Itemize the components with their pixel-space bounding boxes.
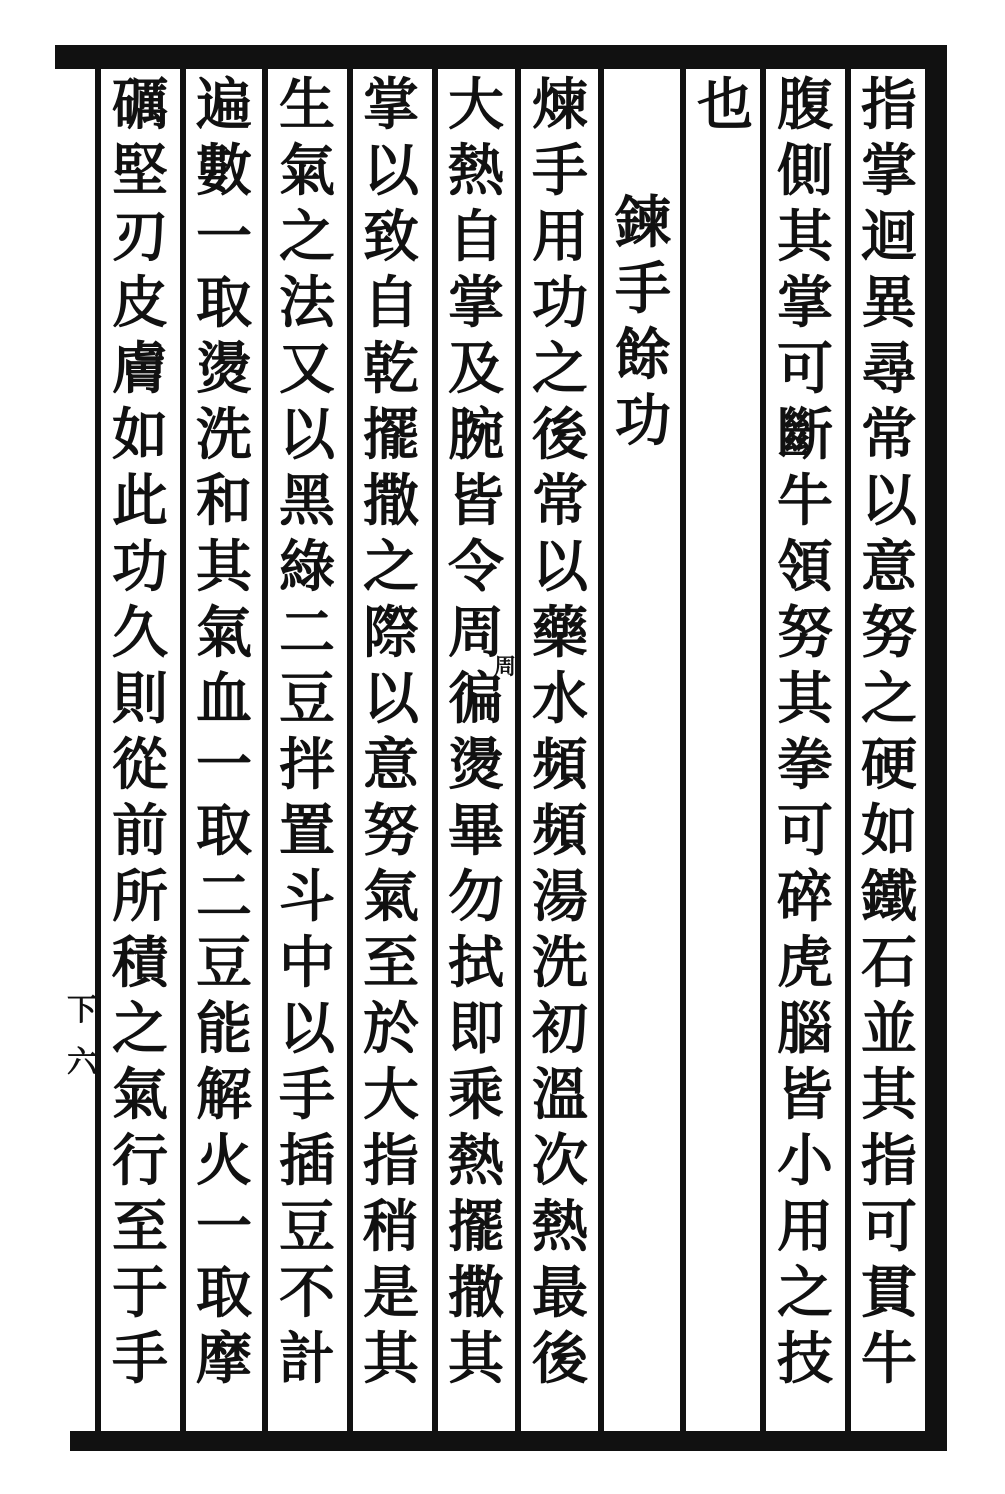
character: 之 (861, 666, 917, 732)
character: 于 (112, 1260, 168, 1326)
character: 手 (112, 1326, 168, 1392)
character: 其 (196, 534, 252, 600)
character: 鍊 (615, 190, 671, 256)
character: 並 (861, 996, 917, 1062)
character: 勿 (448, 864, 504, 930)
character: 牛 (861, 1326, 917, 1392)
character: 一 (196, 732, 252, 798)
character: 中 (279, 930, 335, 996)
character: 氣 (112, 1062, 168, 1128)
character: 生 (279, 72, 335, 138)
character: 技 (777, 1326, 833, 1392)
character: 努 (861, 600, 917, 666)
character: 乘 (448, 1062, 504, 1128)
character: 血 (196, 666, 252, 732)
character: 功 (615, 388, 671, 454)
character: 其 (777, 204, 833, 270)
text-column-2 (766, 72, 844, 1392)
character: 頻 (532, 732, 588, 798)
character: 取 (196, 798, 252, 864)
character: 皮 (112, 270, 168, 336)
character: 餘 (615, 322, 671, 388)
character: 火 (196, 1128, 252, 1194)
character: 徧 (448, 666, 504, 732)
character: 以 (279, 996, 335, 1062)
character: 貫 (861, 1260, 917, 1326)
character: 礪 (112, 72, 168, 138)
character: 則 (112, 666, 168, 732)
character: 前 (112, 798, 168, 864)
character: 及 (448, 336, 504, 402)
character: 側 (777, 138, 833, 204)
character: 之 (532, 336, 588, 402)
character: 此 (112, 468, 168, 534)
character: 計 (279, 1326, 335, 1392)
character: 能 (196, 996, 252, 1062)
text-column-1 (850, 72, 928, 1392)
top-border-rule (55, 45, 945, 69)
character: 令 (448, 534, 504, 600)
character: 手 (279, 1062, 335, 1128)
character: 畢 (448, 798, 504, 864)
character: 大 (448, 72, 504, 138)
character: 湯 (532, 864, 588, 930)
character: 豆 (279, 666, 335, 732)
character: 努 (363, 798, 419, 864)
character: 虎 (777, 930, 833, 996)
character: 之 (363, 534, 419, 600)
text-column-6 (437, 72, 515, 1392)
character: 常 (861, 402, 917, 468)
character: 遍 (196, 72, 252, 138)
character: 也 (697, 72, 753, 138)
folio-page-number: 六 (67, 1045, 97, 1080)
character: 後 (532, 402, 588, 468)
character: 拳 (777, 732, 833, 798)
character: 意 (861, 534, 917, 600)
character: 溫 (532, 1062, 588, 1128)
character: 撒 (448, 1260, 504, 1326)
character: 從 (112, 732, 168, 798)
character: 腹 (777, 72, 833, 138)
character: 其 (777, 666, 833, 732)
folio-volume: 下 (67, 993, 97, 1028)
character: 功 (112, 534, 168, 600)
character: 和 (196, 468, 252, 534)
character: 氣 (196, 600, 252, 666)
character: 行 (112, 1128, 168, 1194)
character: 拭 (448, 930, 504, 996)
character: 以 (363, 138, 419, 204)
character: 用 (532, 204, 588, 270)
character: 如 (861, 798, 917, 864)
character: 可 (861, 1194, 917, 1260)
character: 解 (196, 1062, 252, 1128)
character: 所 (112, 864, 168, 930)
character: 迴 (861, 204, 917, 270)
character: 其 (448, 1326, 504, 1392)
character: 之 (777, 1260, 833, 1326)
character: 之 (112, 996, 168, 1062)
character: 以 (279, 402, 335, 468)
character: 後 (532, 1326, 588, 1392)
character: 其 (363, 1326, 419, 1392)
character: 於 (363, 996, 419, 1062)
character: 膚 (112, 336, 168, 402)
character: 熱 (448, 1128, 504, 1194)
character: 鐵 (861, 864, 917, 930)
folio (62, 985, 102, 1089)
character: 拌 (279, 732, 335, 798)
character: 初 (532, 996, 588, 1062)
text-column-3 (686, 72, 764, 138)
character: 斗 (279, 864, 335, 930)
character: 摩 (196, 1326, 252, 1392)
character: 碎 (777, 864, 833, 930)
character: 數 (196, 138, 252, 204)
character: 乾 (363, 336, 419, 402)
character: 以 (861, 468, 917, 534)
character: 洗 (196, 402, 252, 468)
character: 積 (112, 930, 168, 996)
character: 熱 (532, 1194, 588, 1260)
character: 其 (861, 1062, 917, 1128)
character: 擺 (448, 1194, 504, 1260)
character: 是 (363, 1260, 419, 1326)
character: 手 (615, 256, 671, 322)
character: 牛 (777, 468, 833, 534)
character: 煉 (532, 72, 588, 138)
margin-note: 周 (494, 654, 517, 680)
character: 掌 (777, 270, 833, 336)
character: 小 (777, 1128, 833, 1194)
text-column-7 (352, 72, 430, 1392)
character: 黑 (279, 468, 335, 534)
character: 領 (777, 534, 833, 600)
character: 熱 (448, 138, 504, 204)
character: 功 (532, 270, 588, 336)
character: 堅 (112, 138, 168, 204)
character: 自 (363, 270, 419, 336)
character: 腦 (777, 996, 833, 1062)
text-column-8 (268, 72, 346, 1392)
character: 可 (777, 336, 833, 402)
character: 最 (532, 1260, 588, 1326)
character: 氣 (363, 864, 419, 930)
character: 燙 (448, 732, 504, 798)
character: 豆 (196, 930, 252, 996)
section-heading (604, 190, 682, 454)
character: 斷 (777, 402, 833, 468)
character: 意 (363, 732, 419, 798)
character: 指 (861, 72, 917, 138)
character: 氣 (279, 138, 335, 204)
character: 一 (196, 1194, 252, 1260)
character: 皆 (448, 468, 504, 534)
character: 取 (196, 270, 252, 336)
character: 手 (532, 138, 588, 204)
character: 努 (777, 600, 833, 666)
character: 次 (532, 1128, 588, 1194)
character: 石 (861, 930, 917, 996)
character: 刃 (112, 204, 168, 270)
character: 腕 (448, 402, 504, 468)
character: 致 (363, 204, 419, 270)
character: 至 (112, 1194, 168, 1260)
character: 擺 (363, 402, 419, 468)
character: 插 (279, 1128, 335, 1194)
character: 用 (777, 1194, 833, 1260)
text-column-10 (101, 72, 179, 1392)
character: 可 (777, 798, 833, 864)
character: 不 (279, 1260, 335, 1326)
character: 皆 (777, 1062, 833, 1128)
character: 二 (279, 600, 335, 666)
character: 頻 (532, 798, 588, 864)
character: 硬 (861, 732, 917, 798)
character: 掌 (861, 138, 917, 204)
character: 撒 (363, 468, 419, 534)
character: 指 (363, 1128, 419, 1194)
character: 水 (532, 666, 588, 732)
character: 之 (279, 204, 335, 270)
character: 掌 (448, 270, 504, 336)
character: 指 (861, 1128, 917, 1194)
character: 取 (196, 1260, 252, 1326)
character: 又 (279, 336, 335, 402)
text-column-9 (185, 72, 263, 1392)
character: 即 (448, 996, 504, 1062)
character: 尋 (861, 336, 917, 402)
character: 掌 (363, 72, 419, 138)
character: 自 (448, 204, 504, 270)
character: 豆 (279, 1194, 335, 1260)
right-border-rule (925, 45, 947, 1451)
character: 常 (532, 468, 588, 534)
character: 異 (861, 270, 917, 336)
character: 周 (448, 600, 504, 666)
bottom-border-rule (70, 1431, 945, 1451)
character: 久 (112, 600, 168, 666)
character: 至 (363, 930, 419, 996)
character: 燙 (196, 336, 252, 402)
text-column-5 (521, 72, 599, 1392)
character: 置 (279, 798, 335, 864)
character: 藥 (532, 600, 588, 666)
character: 際 (363, 600, 419, 666)
character: 如 (112, 402, 168, 468)
character: 綠 (279, 534, 335, 600)
character: 法 (279, 270, 335, 336)
character: 二 (196, 864, 252, 930)
character: 洗 (532, 930, 588, 996)
character: 一 (196, 204, 252, 270)
character: 大 (363, 1062, 419, 1128)
character: 以 (532, 534, 588, 600)
character: 稍 (363, 1194, 419, 1260)
character: 以 (363, 666, 419, 732)
